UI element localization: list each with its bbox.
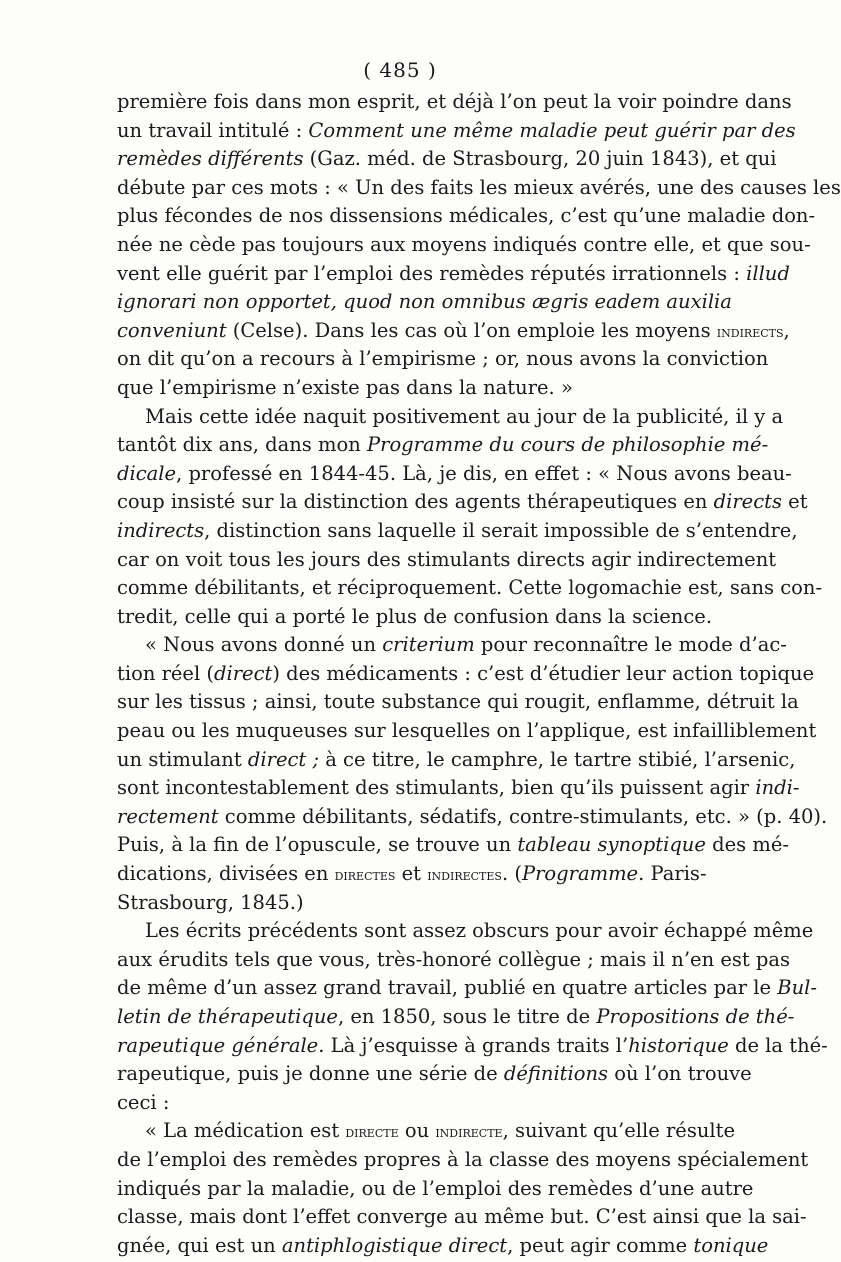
italic-text: tableau synoptique: [517, 833, 706, 857]
text-line: [117, 774, 800, 803]
text-line: [117, 660, 815, 689]
text-line: [117, 260, 790, 289]
text-run: ou: [398, 1119, 436, 1143]
text-line: [117, 431, 769, 460]
text-line: [117, 717, 817, 746]
text-line: [117, 1032, 828, 1061]
text-line: [117, 803, 828, 832]
text-run: comme débilitants, et réciproquement. Cette logomachie est, sans con-: [117, 576, 823, 600]
text-run: aux érudits tels que vous, très-honoré collègue ; mais il n’en est pas: [117, 947, 791, 971]
text-run: (Gaz. méd. de Strasbourg, 20 juin 1843), et qui: [303, 147, 777, 171]
italic-text: remèdes différents: [117, 147, 304, 171]
text-line: [117, 288, 732, 317]
text-run: Puis, à la fin de l’opuscule, se trouve un: [117, 833, 518, 857]
italic-text: direct: [214, 661, 273, 685]
text-run: de même d’un assez grand travail, publié en quatre articles par le: [117, 976, 778, 1000]
text-line: [117, 117, 796, 146]
text-run: où l’on trouve: [608, 1062, 752, 1086]
text-line: [117, 889, 680, 918]
italic-text: indi-: [755, 776, 800, 800]
text-line: [117, 345, 769, 374]
text-run: , en 1850, sous le titre de: [337, 1005, 597, 1028]
text-run: Les écrits précédents sont assez obscurs pour avoir échappé même: [145, 919, 814, 943]
italic-text: Comment une même maladie peut guérir par des: [308, 118, 796, 142]
text-run: sur les tissus ; ainsi, toute substance qui rougit, enflamme, détruit la: [117, 690, 799, 714]
text-run: Strasbourg, 1845.): [117, 890, 304, 914]
text-line: [117, 1146, 809, 1175]
text-line: [117, 688, 799, 717]
italic-text: illud: [746, 261, 790, 285]
text-run: . Paris-: [638, 862, 707, 886]
italic-text: dicale: [117, 461, 177, 485]
text-line: [117, 374, 680, 403]
text-run: Mais cette idée naquit positivement au jour de la publicité, il y a: [145, 404, 784, 428]
text-line: [117, 574, 823, 603]
text-line: [117, 88, 792, 117]
text-run: , professé en 1844-45. Là, je dis, en effet : « Nous avons beau-: [176, 461, 792, 485]
italic-text: direct ;: [247, 747, 320, 771]
text-run: ,: [783, 318, 790, 342]
page-number: ( 485 ): [363, 58, 437, 82]
italic-text: Programme: [521, 862, 639, 886]
text-run: tion réel (: [117, 661, 215, 685]
text-run: et: [781, 490, 808, 514]
text-run: indiqués par la maladie, ou de l’emploi des remèdes d’une autre: [117, 1176, 754, 1200]
italic-text: tonique: [693, 1233, 769, 1257]
text-line: [117, 488, 808, 517]
small-caps-text: indirecte: [435, 1123, 503, 1142]
text-run: que l’empirisme n’existe pas dans la nature. »: [117, 375, 573, 399]
text-line: [117, 1117, 736, 1146]
text-line: [117, 946, 791, 975]
text-run: à ce titre, le camphre, le tartre stibié, l’arsenic,: [319, 747, 796, 771]
text-run: . Là j’esquisse à grands traits l’: [318, 1033, 629, 1057]
italic-text: Propositions de thé-: [596, 1005, 795, 1028]
italic-text: ignorari non opportet, quod non omnibus ægris eadem auxilia: [117, 290, 732, 314]
text-run: plus fécondes de nos dissensions médicales, c’est qu’une maladie don-: [117, 204, 816, 228]
text-run: tantôt dix ans, dans mon: [117, 433, 367, 457]
italic-text: indirects: [117, 518, 205, 542]
text-run: née ne cède pas toujours aux moyens indiqués contre elle, et que sou-: [117, 232, 811, 256]
text-run: , peut agir comme: [507, 1233, 694, 1257]
small-caps-text: directes: [334, 866, 396, 885]
text-line: [117, 860, 707, 889]
text-line: [117, 317, 790, 346]
text-line: [117, 1060, 752, 1089]
text-run: sont incontestablement des stimulants, bien qu’ils puissent agir: [117, 776, 756, 800]
text-run: des mé-: [705, 833, 789, 857]
text-line: [117, 917, 814, 946]
text-run: classe, mais dont l’effet converge au même but. C’est ainsi que la sai-: [117, 1205, 807, 1229]
text-line: [117, 631, 787, 660]
text-line: [117, 746, 796, 775]
italic-text: antiphlogistique direct: [281, 1233, 508, 1257]
text-line: [117, 831, 789, 860]
text-run: pour reconnaître le mode d’ac-: [474, 633, 787, 657]
text-run: tredit, celle qui a porté le plus de confusion dans la science.: [117, 604, 713, 628]
text-run: dications, divisées en: [117, 862, 335, 886]
italic-text: letin de thérapeutique: [117, 1005, 338, 1028]
italic-text: Bul-: [777, 976, 817, 1000]
text-run: débute par ces mots : « Un des faits les mieux avérés, une des causes les: [117, 175, 841, 199]
text-line: [117, 1089, 680, 1118]
text-run: un travail intitulé :: [117, 118, 309, 142]
text-run: coup insisté sur la distinction des agents thérapeutiques en: [117, 490, 714, 514]
text-run: rapeutique, puis je donne une série de: [117, 1062, 504, 1086]
italic-text: définitions: [503, 1062, 609, 1086]
text-run: ) des médicaments : c’est d’étudier leur action topique: [272, 661, 815, 685]
text-run: , suivant qu’elle résulte: [502, 1119, 736, 1143]
text-run: un stimulant: [117, 747, 248, 771]
text-run: gnée, qui est un: [117, 1233, 282, 1257]
text-run: peau ou les muqueuses sur lesquelles on l’applique, est infailliblement: [117, 719, 817, 743]
text-line: [117, 403, 784, 432]
text-line: [117, 517, 798, 546]
small-caps-text: indirects: [716, 322, 784, 341]
text-run: car on voit tous les jours des stimulants directs agir indirectement: [117, 547, 777, 571]
italic-text: rapeutique générale: [117, 1033, 319, 1057]
italic-text: criterium: [382, 633, 475, 657]
text-run: . (: [501, 862, 522, 886]
italic-text: Programme du cours de philosophie mé-: [367, 433, 769, 457]
text-run: « La médication est: [145, 1119, 346, 1143]
text-line: [117, 1232, 769, 1261]
text-line: [117, 145, 777, 174]
text-run: « Nous avons donné un: [145, 633, 383, 657]
small-caps-text: indirectes: [427, 866, 502, 885]
text-line: [117, 1175, 754, 1204]
italic-text: rectement: [117, 804, 219, 828]
text-line: [117, 974, 817, 1003]
text-run: on dit qu’on a recours à l’empirisme ; or, nous avons la conviction: [117, 347, 769, 371]
text-line: [117, 460, 792, 489]
text-run: de l’emploi des remèdes propres à la classe des moyens spécialement: [117, 1147, 809, 1171]
text-line: [117, 174, 841, 203]
body-text: [117, 88, 841, 1260]
italic-text: conveniunt: [117, 318, 227, 342]
text-line: [117, 546, 777, 575]
text-run: , distinction sans laquelle il serait impossible de s’entendre,: [204, 518, 798, 542]
text-line: [117, 231, 811, 260]
text-line: [117, 1003, 795, 1032]
text-line: [117, 603, 713, 632]
text-run: première fois dans mon esprit, et déjà l’on peut la voir poindre dans: [117, 90, 792, 113]
italic-text: directs: [713, 490, 782, 514]
text-run: (Celse). Dans les cas où l’on emploie les moyens: [226, 318, 717, 342]
text-run: et: [395, 862, 428, 886]
text-run: de la thé-: [728, 1033, 828, 1057]
text-run: vent elle guérit par l’emploi des remèdes réputés irrationnels :: [117, 261, 747, 285]
text-run: ceci :: [117, 1090, 170, 1114]
text-line: [117, 202, 816, 231]
text-line: [117, 1203, 807, 1232]
italic-text: historique: [628, 1033, 729, 1057]
small-caps-text: directe: [345, 1123, 399, 1142]
text-run: comme débilitants, sédatifs, contre-stimulants, etc. » (p. 40).: [218, 804, 828, 828]
